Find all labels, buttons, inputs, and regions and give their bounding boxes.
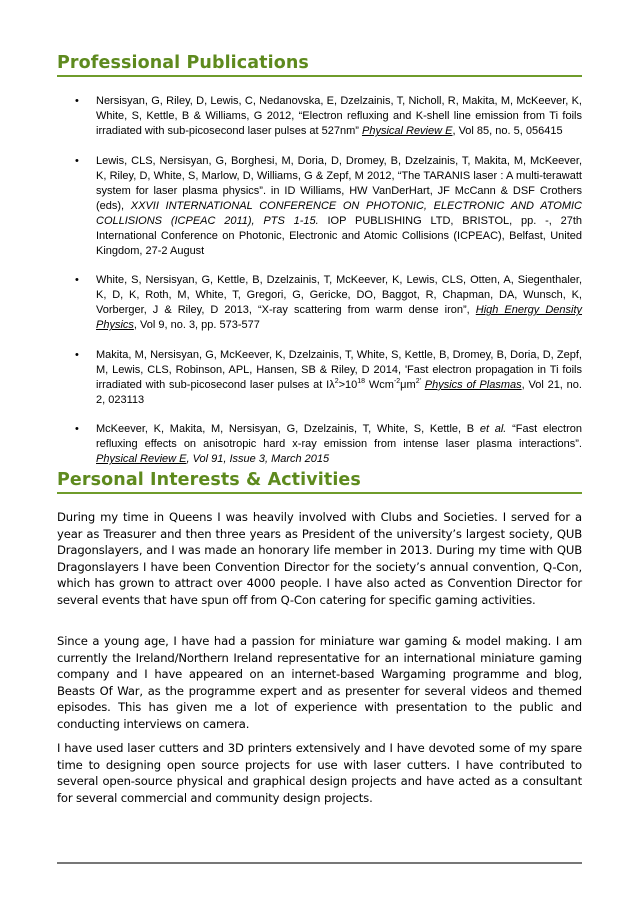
publication-item (57, 94, 582, 139)
superscript: 18 (357, 377, 366, 385)
publications-heading: Professional Publications (57, 53, 309, 73)
publication-details: , Vol 91, Issue 3, March 2015 (186, 453, 330, 466)
journal-link[interactable]: High Energy Density Physics (96, 304, 582, 332)
publication-citation: Nersisyan, G, Riley, D, Lewis, C, Nedanovska, E, Dzelzainis, T, Nicholl, R, Makita, M, McKeever, K, White, S, Kettle, B & Williams, G 2012, “Electron refluxing and K-shell line emission from Ti foils irradiated with sub-picosecond laser pulses at 527nm” (96, 95, 582, 137)
publication-citation: Makita, M, Nersisyan, G, McKeever, K, Dzelzainis, T, White, S, Kettle, B, Dromey, B, Doria, D, Zepf, M, Lewis, CLS, Robinson, APL, Hansen, SB & Riley, D 2014, 'Fast electron propagation in Ti foils irradiated with sub-picosecond laser pulses at Iλ (96, 348, 582, 391)
interests-heading-rule (57, 492, 582, 494)
footer-rule (57, 862, 582, 864)
superscript: 2' (415, 377, 421, 385)
publication-item (57, 154, 582, 259)
journal-link[interactable]: Physical Review E (361, 125, 453, 137)
publication-details: IOP PUBLISHING LTD, BRISTOL, pp. -, 27th International Conference on Photonic, Electronic and Atomic Collisions (ICPEAC), Belfast, United Kingdom, 27-2 August (96, 214, 582, 257)
publication-details: , Vol 85, no. 5, 056415 (452, 125, 563, 137)
unit-text: Wcm (365, 378, 394, 391)
publications-list (57, 94, 582, 482)
publication-citation: White, S, Nersisyan, G, Kettle, B, Dzelzainis, T, McKeever, K, Lewis, CLS, Otten, A, Siegenthaler, K, D, K, Roth, M, White, T, Gregori, G, Gericke, DO, Baggot, R, Chapman, DA, Wunsch, K, Vorberger, J & Riley, D 2013, “X-ray scattering from warm dense iron”, (96, 274, 582, 317)
et-al: et al. (479, 423, 507, 436)
interests-paragraph: During my time in Queens I was heavily involved with Clubs and Societies. I served for a year as Treasurer and then three years as President of the university’s largest society, QUB Dragonslayers, and I was made an honorary life member in 2013. During my time with QUB Dragonslayers I have been Convention Director for the society’s annual convention, Q-Con, which has grown to attract over 4000 people. I have also acted as Convention Director for several events that have spun off from Q-Con catering for specific gaming activities. (57, 510, 582, 607)
publication-item (57, 422, 582, 467)
interests-heading: Personal Interests & Activities (57, 470, 361, 490)
superscript: 2 (334, 377, 339, 385)
publication-details: , Vol 21, no. 2, 023113 (96, 378, 582, 406)
journal-link[interactable]: Physical Review E (96, 453, 187, 466)
publication-item (57, 273, 582, 333)
interests-paragraph: Since a young age, I have had a passion for miniature war gaming & model making. I am currently the Ireland/Northern Ireland representative for an international miniature gaming company and I have appeared on an internet-based Wargaming programme and blog, Beasts Of War, as the programme expert and as presenter for several videos and themed episodes. This has given me a lot of experience with presentation to the public and conducting interviews on camera. (57, 634, 582, 731)
journal-link[interactable]: Physics of Plasmas (424, 378, 522, 391)
unit-text: μm (400, 378, 416, 391)
interests-paragraph: I have used laser cutters and 3D printers extensively and I have devoted some of my spare time to designing open source projects for use with laser cutters. I have contributed to several open-source physical and graphical design projects and have acted as a consultant for several commercial and community design projects. (57, 741, 582, 805)
proceedings-title: XXVII INTERNATIONAL CONFERENCE ON PHOTONIC, ELECTRONIC AND ATOMIC COLLISIONS (ICPEAC 2011), PTS 1-15. (96, 199, 582, 227)
publication-details: , Vol 9, no. 3, pp. 573-577 (133, 319, 260, 332)
publication-citation: Lewis, CLS, Nersisyan, G, Borghesi, M, Doria, D, Dromey, B, Dzelzainis, T, Makita, M, McKeever, K, Riley, D, White, S, Marlow, D, Williams, G & Zepf, M 2012, “The TARANIS laser : A multi-terawatt system for laser plasma physics”. in ID Williams, HW VanDerHart, JF McCann & DSF Crothers (eds), (96, 154, 582, 212)
publications-heading-rule (57, 75, 582, 77)
publication-citation: McKeever, K, Makita, M, Nersisyan, G, Dzelzainis, T, White, S, Kettle, B (96, 423, 480, 436)
publication-title: “Fast electron refluxing effects on anisotropic hard x-ray emission from intense laser plasma interactions”. (96, 423, 582, 451)
superscript: -2 (393, 377, 401, 385)
publication-item (57, 348, 582, 408)
unit-text: >10 (338, 378, 358, 391)
